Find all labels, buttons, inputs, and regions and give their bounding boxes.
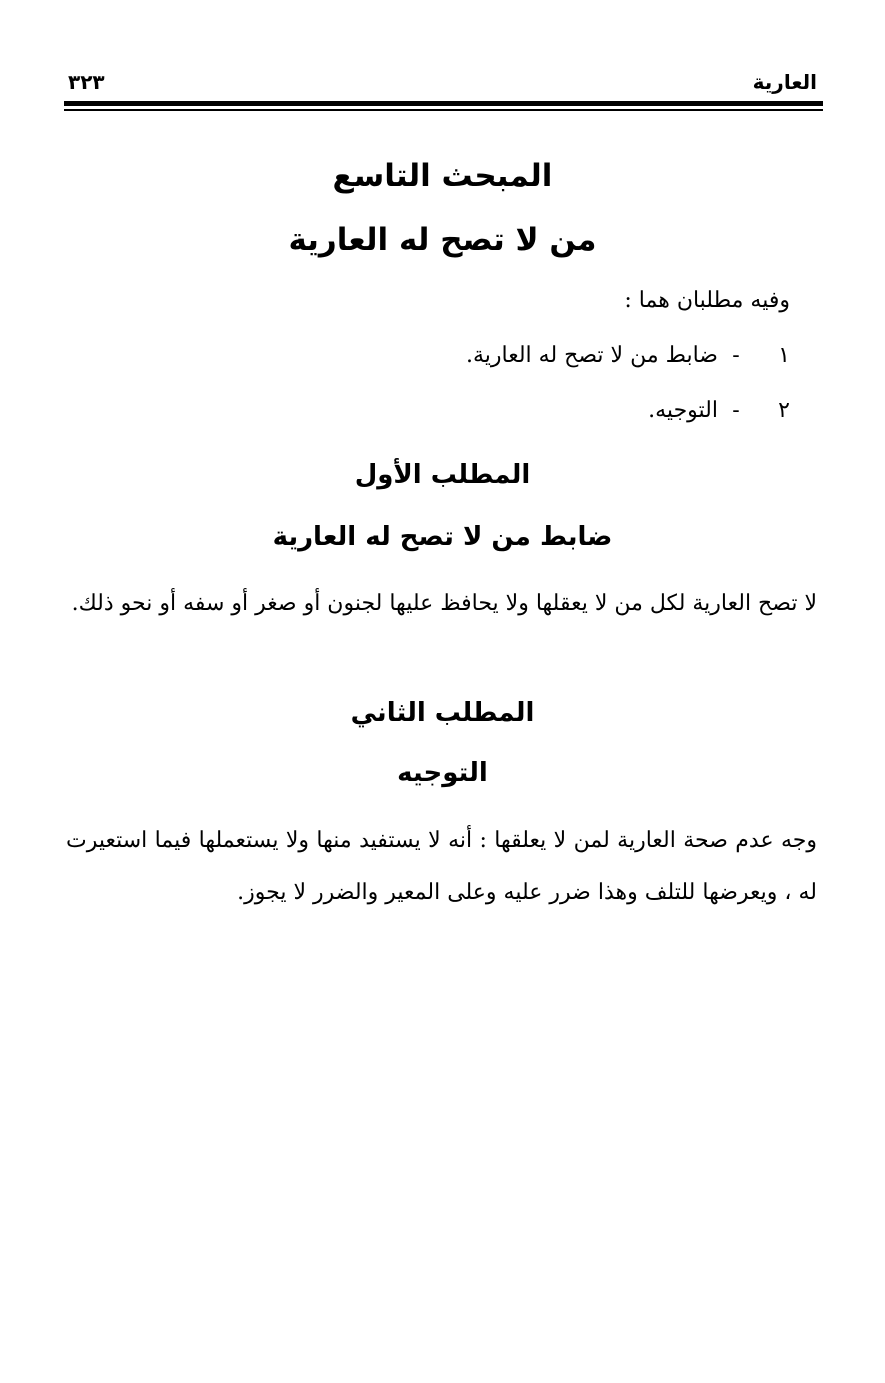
section2-title: المطلب الثاني	[350, 698, 535, 728]
section1-title: المطلب الأول	[354, 460, 531, 490]
list-item	[466, 343, 790, 368]
list-item-number: ١	[778, 343, 790, 368]
list-item-text: التوجيه.	[648, 398, 718, 423]
intro-text: وفيه مطلبان هما :	[624, 288, 790, 313]
list-item-number: ٢	[778, 398, 790, 423]
header-rule-thin	[64, 109, 823, 111]
list-item-dash: -	[732, 398, 740, 423]
section1-subtitle: ضابط من لا تصح له العارية	[272, 522, 613, 552]
list-item	[648, 398, 790, 423]
section1-body: لا تصح العارية لكل من لا يعقلها ولا يحافظ عليها لجنون أو صغر أو سفه أو نحو ذلك.	[71, 591, 817, 616]
section2-body: وجه عدم صحة العارية لمن لا يعلقها : أنه لا يستفيد منها ولا يستعملها فيما استعيرت له ، ويعرضها للتلف وهذا ضرر عليه وعلى المعير والضرر لا يجوز.	[66, 828, 817, 905]
list-item-text: ضابط من لا تصح له العارية.	[465, 343, 718, 368]
chapter-subtitle: من لا تصح له العارية	[288, 222, 597, 258]
section2-subtitle: التوجيه	[397, 758, 488, 788]
chapter-title: المبحث التاسع	[332, 158, 553, 194]
header-rule-thick	[64, 101, 823, 106]
running-header-title: العارية	[752, 70, 817, 94]
running-header	[68, 70, 817, 100]
list-item-dash: -	[732, 343, 740, 368]
page-number: ٣٢٣	[68, 70, 105, 94]
